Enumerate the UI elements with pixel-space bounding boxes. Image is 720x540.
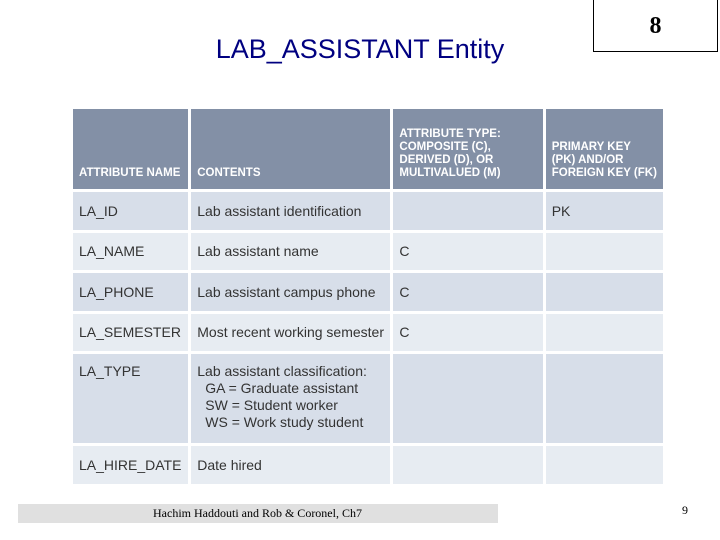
- cell-attribute-name: LA_NAME: [73, 233, 188, 271]
- table-row: [73, 192, 663, 230]
- header-attribute-type: ATTRIBUTE TYPE: COMPOSITE (C), DERIVED (D), OR MULTIVALUED (M): [393, 109, 542, 189]
- header-contents: CONTENTS: [191, 109, 390, 189]
- cell-attribute-type: [393, 354, 542, 443]
- cell-contents: Lab assistant campus phone: [191, 273, 390, 311]
- footer-credit: Hachim Haddouti and Rob & Coronel, Ch7: [18, 504, 498, 523]
- cell-attribute-type: [393, 446, 542, 484]
- cell-key: [546, 314, 663, 352]
- cell-attribute-name: LA_SEMESTER: [73, 314, 188, 352]
- cell-contents: Date hired: [191, 446, 390, 484]
- cell-attribute-type: C: [393, 273, 542, 311]
- cell-contents: [191, 354, 390, 443]
- cell-attribute-name: LA_TYPE: [73, 354, 188, 443]
- cell-key: [546, 354, 663, 443]
- header-key: PRIMARY KEY (PK) AND/OR FOREIGN KEY (FK): [546, 109, 663, 189]
- cell-attribute-type: C: [393, 233, 542, 271]
- contents-line: GA = Graduate assistant: [205, 380, 359, 397]
- table-row: [73, 314, 663, 352]
- cell-attribute-type: [393, 192, 542, 230]
- header-attribute-name: ATTRIBUTE NAME: [73, 109, 188, 189]
- cell-attribute-name: LA_PHONE: [73, 273, 188, 311]
- cell-key: [546, 233, 663, 271]
- cell-contents: Most recent working semester: [191, 314, 390, 352]
- cell-attribute-name: LA_ID: [73, 192, 188, 230]
- contents-line: Lab assistant classification:: [197, 363, 367, 380]
- attribute-table: [70, 106, 666, 487]
- cell-key: PK: [546, 192, 663, 230]
- cell-contents: Lab assistant identification: [191, 192, 390, 230]
- cell-key: [546, 446, 663, 484]
- cell-attribute-name: LA_HIRE_DATE: [73, 446, 188, 484]
- cell-contents: Lab assistant name: [191, 233, 390, 271]
- slide-title: LAB_ASSISTANT Entity: [215, 34, 505, 64]
- page-number: 9: [682, 503, 688, 517]
- chapter-number-box: 8: [593, 0, 718, 52]
- table-row: [73, 354, 663, 443]
- contents-line: SW = Student worker: [205, 397, 338, 414]
- table-row: [73, 446, 663, 484]
- contents-line: WS = Work study student: [205, 414, 364, 431]
- cell-key: [546, 273, 663, 311]
- cell-attribute-type: C: [393, 314, 542, 352]
- table-row: [73, 273, 663, 311]
- table-row: [73, 233, 663, 271]
